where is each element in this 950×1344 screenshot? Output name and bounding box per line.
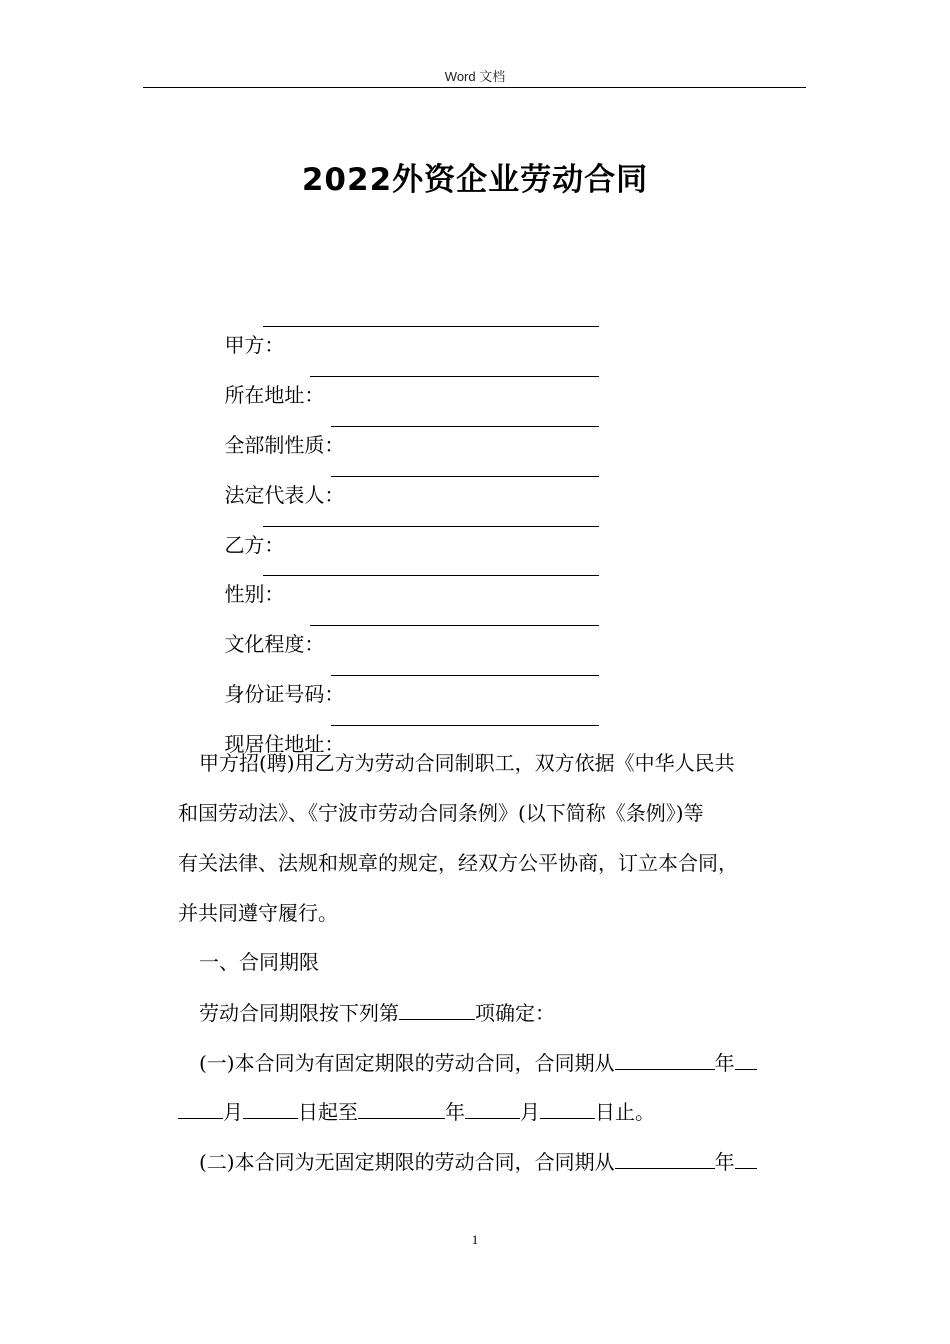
field-label: 所在地址： [224, 383, 325, 407]
clause-text: 月 [520, 1100, 540, 1124]
field-blank-education[interactable] [310, 601, 599, 626]
clause-text: 年 [714, 1051, 735, 1075]
term-text-before: 劳动合同期限按下列第 [199, 1001, 399, 1025]
field-blank-residence[interactable] [331, 701, 599, 726]
clause-text: 年 [445, 1100, 465, 1124]
field-blank-party-a[interactable] [263, 302, 599, 327]
paragraph-line: 有关法律、法规和规章的规定，经双方公平协商，订立本合同， [178, 851, 738, 875]
paragraph-line: 并共同遵守履行。 [178, 901, 338, 925]
header-divider [143, 87, 806, 88]
field-blank-ownership[interactable] [331, 402, 599, 427]
term-selection-line [199, 997, 555, 1028]
clause-text: 年 [714, 1150, 735, 1174]
field-label: 身份证号码： [224, 682, 345, 706]
end-year-blank[interactable] [358, 1096, 445, 1119]
field-label: 甲方： [224, 333, 285, 357]
field-label: 全部制性质： [224, 433, 345, 457]
section-heading-contract-term: 一、合同期限 [199, 950, 319, 974]
header-label: Word 文档 [444, 69, 506, 84]
paragraph-line: 甲方招(聘)用乙方为劳动合同制职工，双方依据《中华人民共 [199, 751, 735, 775]
start-day-blank[interactable] [243, 1096, 298, 1119]
field-label: 乙方： [224, 533, 285, 557]
document-title: 2022外资企业劳动合同 [301, 162, 649, 198]
start-month-blank-part[interactable] [735, 1047, 757, 1070]
start-month-blank[interactable] [178, 1096, 223, 1119]
end-month-blank[interactable] [465, 1096, 520, 1119]
field-blank-address[interactable] [310, 352, 599, 377]
end-day-blank[interactable] [540, 1096, 595, 1119]
paragraph-line: 和国劳动法》、《宁波市劳动合同条例》(以下简称《条例》)等 [178, 801, 704, 825]
term-text-after: 项确定： [475, 1001, 555, 1025]
open-start-year-blank[interactable] [615, 1146, 715, 1169]
field-label: 性别： [224, 582, 285, 606]
term-option-blank[interactable] [399, 997, 475, 1020]
field-blank-party-b[interactable] [263, 502, 599, 527]
clause-text: 月 [223, 1100, 243, 1124]
clause-text: (二)本合同为无固定期限的劳动合同，合同期从 [199, 1150, 615, 1174]
clause-text: (一)本合同为有固定期限的劳动合同，合同期从 [199, 1051, 615, 1075]
page-number: 1 [471, 1232, 479, 1247]
clause-text: 日止。 [595, 1100, 655, 1124]
field-label: 现居住地址： [224, 732, 345, 756]
open-start-month-blank-part[interactable] [735, 1146, 757, 1169]
clause-open-term-line-1 [199, 1146, 757, 1177]
start-year-blank[interactable] [615, 1047, 715, 1070]
field-blank-legal-rep[interactable] [331, 452, 599, 477]
clause-fixed-term-line-2 [178, 1096, 655, 1127]
field-blank-gender[interactable] [263, 551, 599, 576]
field-label: 文化程度： [224, 632, 325, 656]
field-blank-id-number[interactable] [331, 651, 599, 676]
field-label: 法定代表人： [224, 483, 345, 507]
clause-text: 日起至 [298, 1100, 358, 1124]
clause-fixed-term-line-1 [199, 1047, 757, 1078]
